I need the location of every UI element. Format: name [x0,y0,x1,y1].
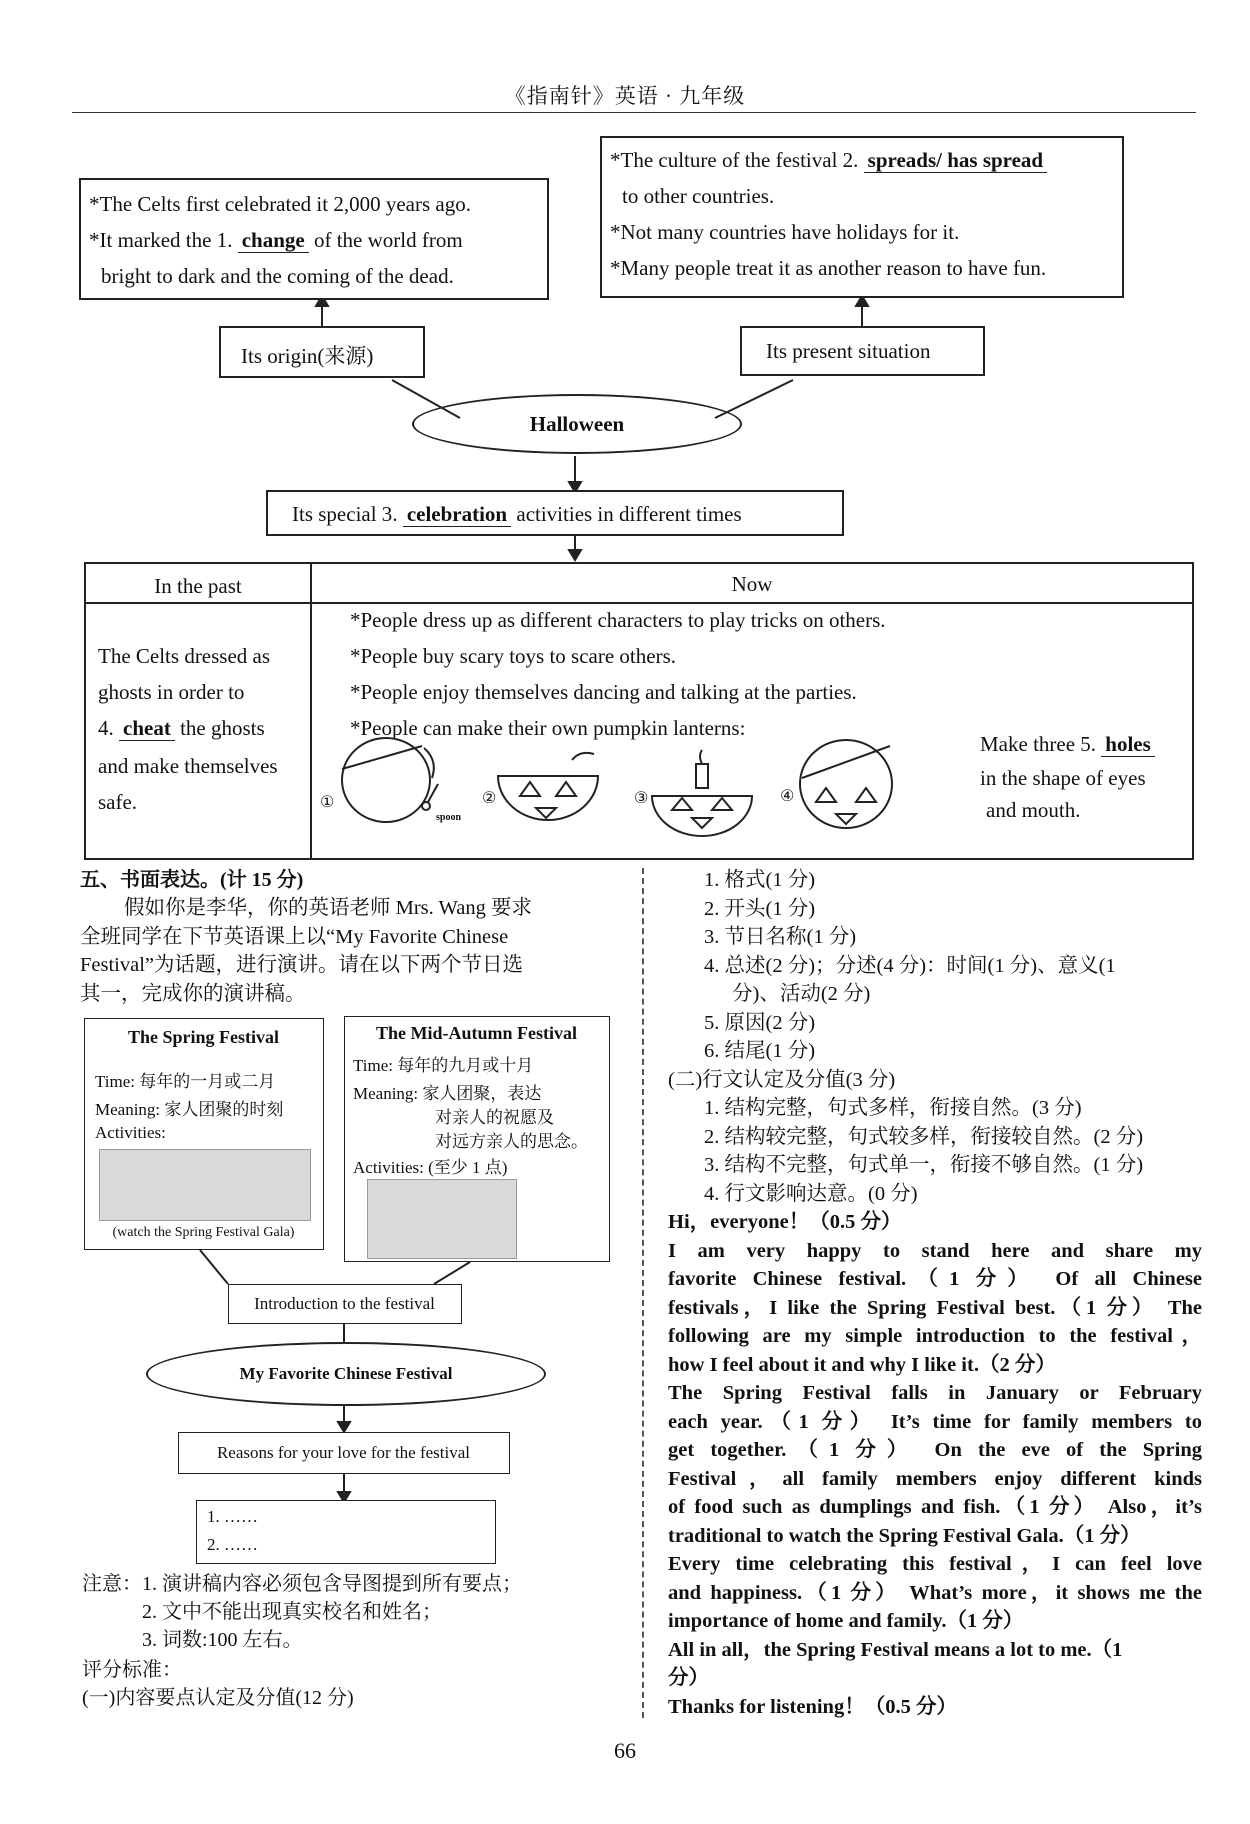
midautumn-meaning-2: 对亲人的祝愿及 [435,1108,554,1127]
now-line3: *People enjoy themselves dancing and talking at the parties. [350,680,857,704]
essay-line-2: I am very happy to stand here and share my [668,1239,1202,1262]
origin-line1: *The Celts first celebrated it 2,000 years ago. [89,192,471,216]
reasons-box [178,1432,510,1474]
score-item-4: 4. 总述(2 分)；分述(4 分)：时间(1 分)、意义(1 [704,954,1116,977]
step-4-label: ④ [780,788,795,805]
origin-line2-pre: *It marked the 1. [89,228,233,252]
essay-line-5: following are my simple introduction to the festival， [668,1325,1202,1347]
prompt-line3: Festival”为话题，进行演讲。请在以下两个节日选 [80,954,524,976]
intro-box [228,1284,462,1324]
special-pre: Its special 3. [292,502,398,526]
essay-line-15: importance of home and family.（1 分） [668,1610,1024,1632]
midautumn-activities: Activities: (至少 1 点) [353,1158,508,1177]
blank-4-answer: cheat [119,716,175,741]
page-number: 66 [614,1738,636,1763]
spring-caption: (watch the Spring Festival Gala) [112,1225,295,1240]
past-line5: safe. [98,790,138,814]
col-header-now: Now [731,572,773,596]
essay-line-13: Every time celebrating this festival，I can feel love [668,1553,1202,1575]
present-label: Its present situation [766,339,931,363]
score-item-6: 6. 结尾(1 分) [704,1040,816,1062]
criteria-sub1: (一)内容要点认定及分值(12 分) [82,1687,354,1709]
score-item-2: 2. 开头(1 分) [704,897,816,920]
essay-line-7: The Spring Festival falls in January or February [668,1382,1202,1404]
present-line3: *Not many countries have holidays for it. [610,220,960,244]
essay-line-18: Thanks for listening！（0.5 分） [668,1695,957,1718]
special-post: activities in different times [516,502,742,526]
origin-line3: bright to dark and the coming of the dead. [101,264,454,288]
spring-time: Time: 每年的一月或二月 [95,1072,276,1091]
essay-line-8: each year.（1 分） It’s time for family members to [668,1410,1202,1433]
essay-line-14: and happiness.（1 分） What’s more，it shows me the [668,1581,1202,1604]
blank-1-answer: change [238,228,309,253]
past-post4: the ghosts [180,716,265,740]
spoon-label: spoon [436,812,462,823]
step-1-label: ① [320,794,335,811]
now-line4: *People can make their own pumpkin lanterns: [350,716,746,740]
essay-line-3: favorite Chinese festival.（1 分） Of all Chinese [668,1268,1202,1290]
midautumn-meaning-1: Meaning: 家人团聚，表达 [353,1084,542,1103]
essay-line-16: All in all，the Spring Festival means a lot to me.（1 [668,1638,1123,1661]
make-line2: in the shape of eyes [980,766,1146,790]
col-header-past: In the past [154,574,242,598]
note-1: 注意：1. 演讲稿内容必须包含导图提到所有要点； [82,1573,522,1595]
essay-line-9: get together.（1 分） On the eve of the Spring [668,1439,1202,1461]
origin-line2-post: of the world from [313,228,463,252]
spring-meaning: Meaning: 家人团聚的时刻 [95,1100,284,1119]
writing-title: 五、书面表达。(计 15 分) [80,869,304,891]
essay-line-1: Hi，everyone！（0.5 分） [668,1211,902,1233]
prompt-line2: 全班同学在下节英语课上以“My Favorite Chinese [80,925,509,948]
make-pre: Make three 5. [980,732,1097,756]
style-item-3: 3. 结构不完整，句式单一，衔接不够自然。(1 分) [704,1154,1144,1176]
present-line4: *Many people treat it as another reason to have fun. [610,256,1047,280]
score-sub2: (二)行文认定及分值(3 分) [668,1068,896,1091]
midautumn-meaning-3: 对远方亲人的思念。 [435,1132,588,1151]
now-line2: *People buy scary toys to scare others. [350,644,677,668]
essay-line-4: festivals，I like the Spring Festival best.（1 分） The [668,1296,1202,1319]
note-2: 2. 文中不能出现真实校名和姓名； [142,1601,442,1623]
halloween-title: Halloween [529,412,625,436]
prompt-line1: 假如你是李华，你的英语老师 Mrs. Wang 要求 [124,897,532,919]
essay-line-17: 分） [668,1667,709,1689]
step-3-label: ③ [634,790,649,807]
make-line3: and mouth. [986,798,1081,822]
score-item-1: 1. 格式(1 分) [704,869,816,891]
reason-2: 2. …… [207,1535,258,1554]
past-line4: and make themselves [98,754,278,778]
score-item-3: 3. 节日名称(1 分) [704,926,857,948]
essay-line-11: of food such as dumplings and fish.（1 分） Also，it’s [668,1496,1202,1518]
reasons-label: Reasons for your love for the festival [216,1443,471,1462]
score-item-4-cont: 分)、活动(2 分) [732,983,871,1005]
now-line1: *People dress up as different characters to play tricks on others. [350,608,886,632]
midautumn-title: The Mid-Autumn Festival [375,1023,577,1043]
present-line2: to other countries. [622,184,775,208]
midautumn-time: Time: 每年的九月或十月 [353,1056,534,1075]
score-item-5: 5. 原因(2 分) [704,1011,816,1034]
criteria-title: 评分标准： [82,1659,182,1681]
step-2-label: ② [482,790,497,807]
spring-activities: Activities: [95,1123,166,1142]
note-3: 3. 词数:100 左右。 [142,1629,303,1651]
favorite-festival-title: My Favorite Chinese Festival [239,1364,453,1383]
scoring-list [668,866,1143,1208]
past-pre4: 4. [98,716,114,740]
style-item-2: 2. 结构较完整，句式较多样，衔接较自然。(2 分) [704,1125,1144,1148]
essay-line-10: Festival，all family members enjoy different kinds [668,1467,1202,1490]
spring-title: The Spring Festival [127,1027,279,1047]
model-essay [668,1208,1202,1721]
page-header: 《指南针》英语 · 九年级 [504,84,746,108]
blank-5-answer: holes [1101,732,1155,757]
present-line1-pre: *The culture of the festival 2. [610,148,859,172]
past-line1: The Celts dressed as [98,644,271,668]
favorite-festival-ellipse [146,1342,546,1406]
origin-label: Its origin(来源) [241,344,374,368]
prompt-line4: 其一，完成你的演讲稿。 [80,982,306,1005]
blank-2-answer: spreads/ has spread [864,148,1047,173]
essay-line-6: how I feel about it and why I like it.（2 分） [668,1353,1056,1376]
past-line2: ghosts in order to [98,680,245,704]
essay-line-12: traditional to watch the Spring Festival Gala.（1 分） [668,1524,1141,1547]
reasons-list-box [196,1500,496,1564]
style-item-4: 4. 行文影响达意。(0 分) [704,1182,918,1205]
blank-3-answer: celebration [403,502,511,527]
style-item-1: 1. 结构完整，句式多样，衔接自然。(3 分) [704,1097,1082,1119]
intro-label: Introduction to the festival [254,1294,435,1313]
reason-1: 1. …… [207,1507,258,1526]
